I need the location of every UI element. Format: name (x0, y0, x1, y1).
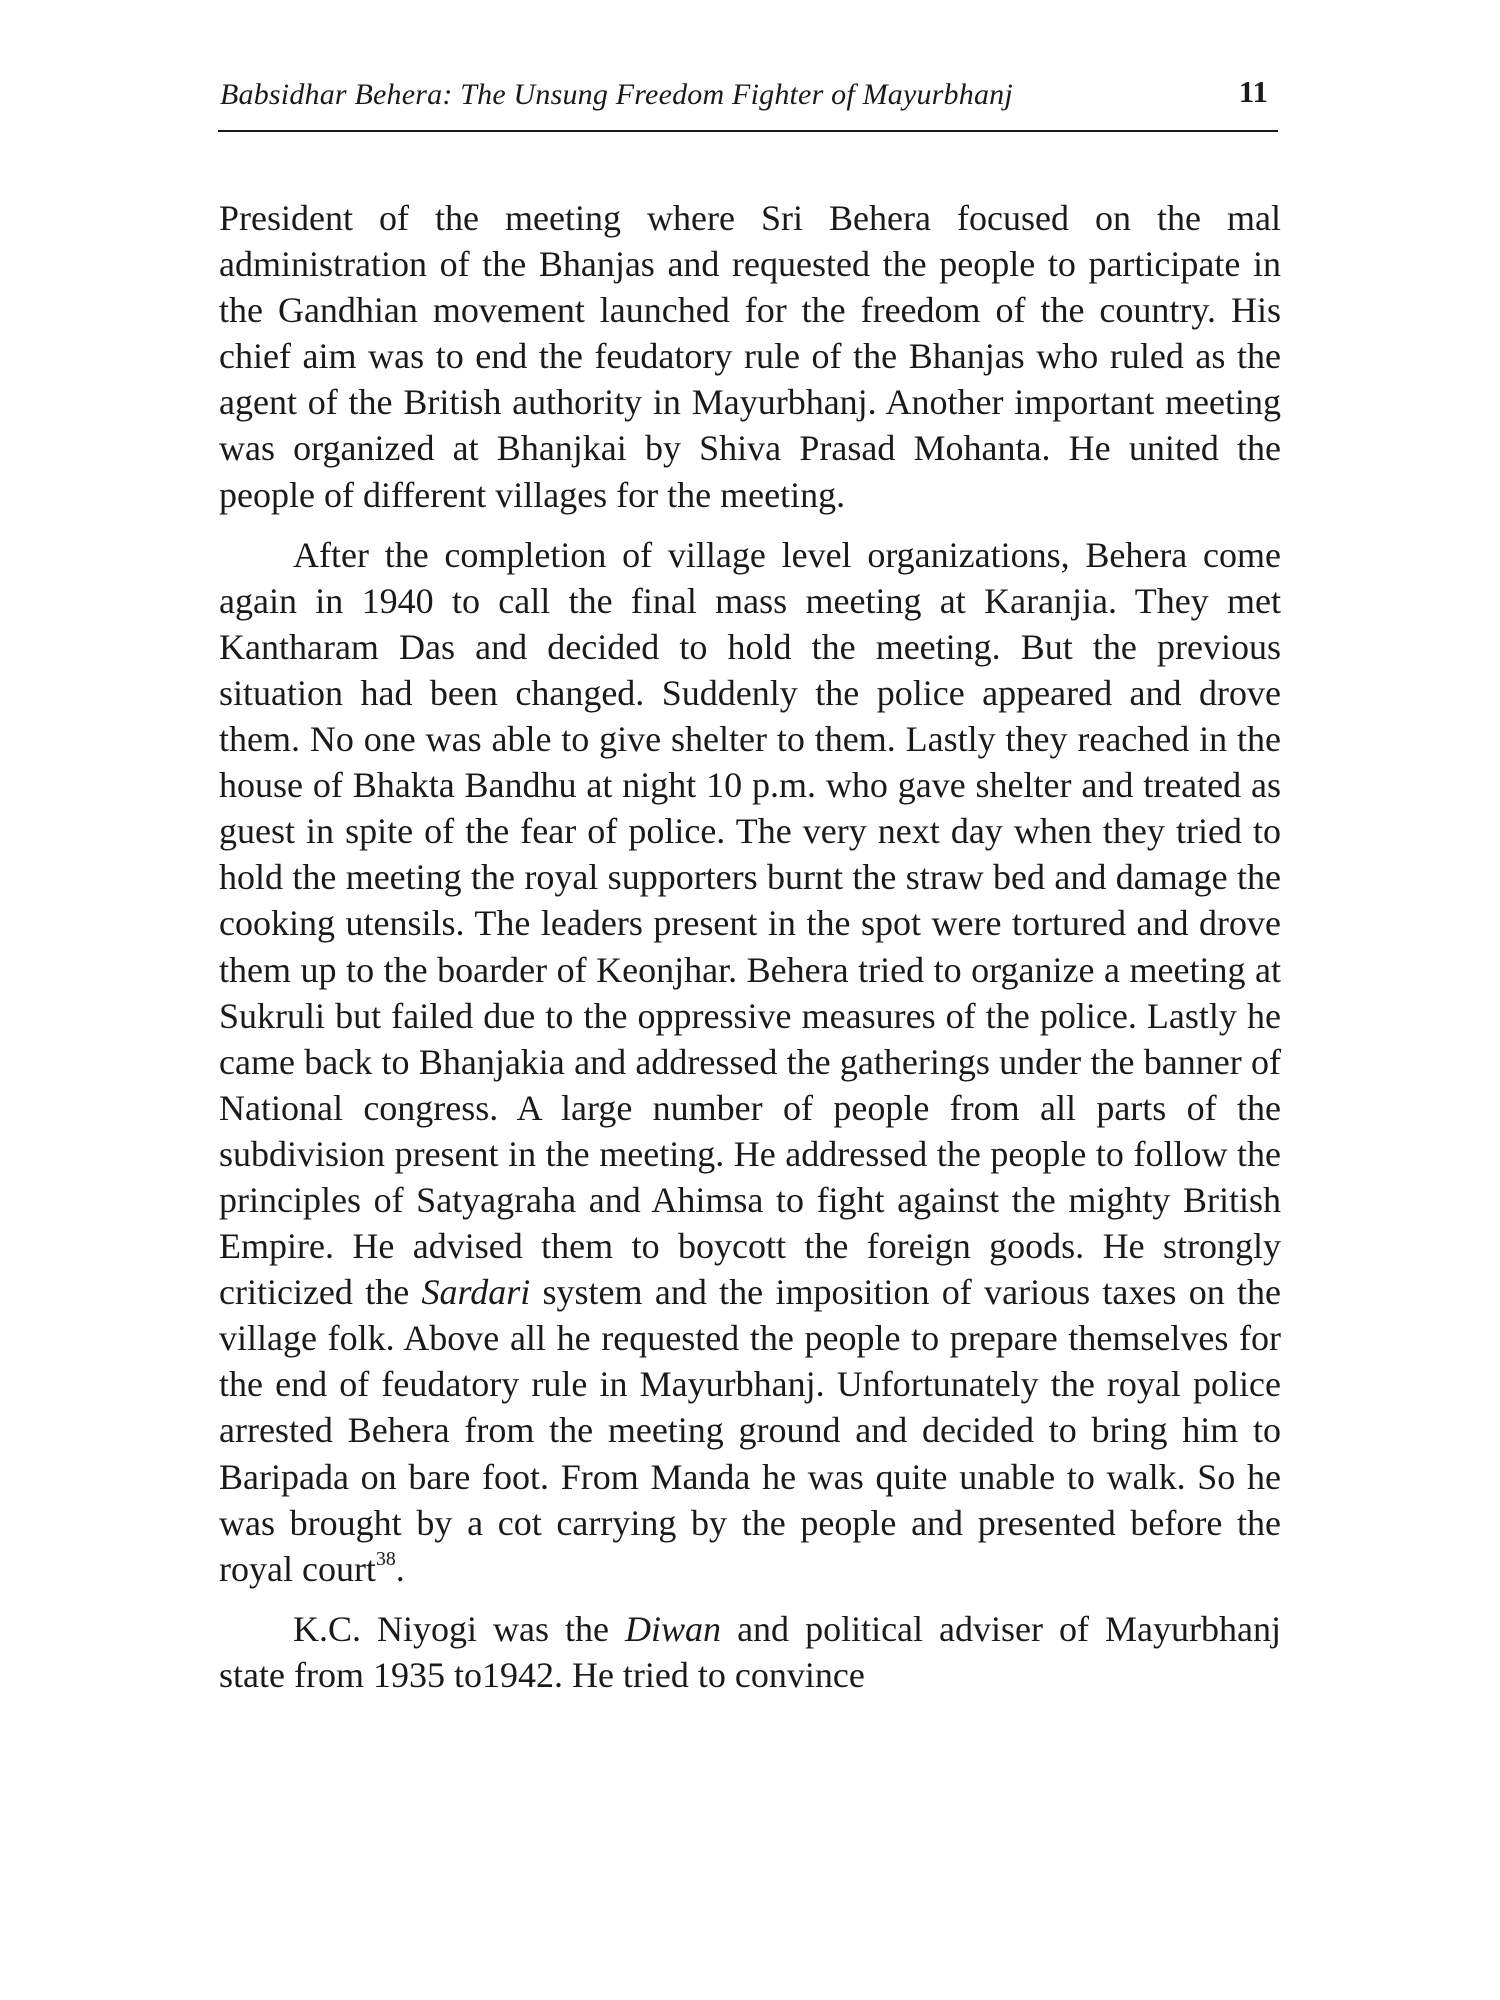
footnote-reference: 38 (375, 1547, 396, 1570)
header-rule (218, 130, 1278, 132)
paragraph-2-text-part-3: . (395, 1548, 405, 1589)
paragraph-2 (219, 532, 1281, 1592)
paragraph-3-text-part-2: and political adviser of Mayurbhanj state from 1935 to1942. He tried to convince (219, 1608, 1281, 1695)
paragraph-3 (219, 1606, 1281, 1698)
italic-term-sardari: Sardari (421, 1272, 531, 1313)
page-number: 11 (1238, 74, 1268, 109)
paragraph-1-text: President of the meeting where Sri Behera focused on the mal administration of the Bhanjas and requested the people to participate in the Gandhian movement launched for the freedom of the country. His chief aim was to end the feudatory rule of the Bhanjas who ruled as the agent of the British authority in Mayurbhanj. Another important meeting was organized at Bhanjkai by Shiva Prasad Mohanta. He united the people of different villages for the meeting. (219, 198, 1281, 515)
paragraph-2-text-part-2: system and the imposition of various taxes on the village folk. Above all he requested the people to prepare themselves for the end of feudatory rule in Mayurbhanj. Unfortunately the royal police arrested Behera from the meeting ground and decided to bring him to Baripada on bare foot. From Manda he was quite unable to walk. So he was brought by a cot carrying by the people and presented before the royal court (219, 1272, 1281, 1589)
body-text (219, 195, 1281, 1698)
paragraph-2-text-part-1: After the completion of village level organizations, Behera come again in 1940 to call the final mass meeting at Karanjia. They met Kantharam Das and decided to hold the meeting. But the previous situation had been changed. Suddenly the police appeared and drove them. No one was able to give shelter to them. Lastly they reached in the house of Bhakta Bandhu at night 10 p.m. who gave shelter and treated as guest in spite of the fear of police. The very next day when they tried to hold the meeting the royal supporters burnt the straw bed and damage the cooking utensils. The leaders present in the spot were tortured and drove them up to the boarder of Keonjhar. Behera tried to organize a meeting at Sukruli but failed due to the oppressive measures of the police. Lastly he came back to Bhanjakia and addressed the gatherings under the banner of National congress. A large number of people from all parts of the subdivision present in the meeting. He addressed the people to follow the principles of Satyagraha and Ahimsa to fight against the mighty British Empire. He advised them to boycott the foreign goods. He strongly criticized the (219, 534, 1281, 1313)
paragraph-1 (219, 195, 1281, 518)
running-header (218, 70, 1278, 120)
italic-term-diwan: Diwan (625, 1608, 722, 1649)
paragraph-3-text-part-1: K.C. Niyogi was the (293, 1608, 626, 1649)
running-title: Babsidhar Behera: The Unsung Freedom Fighter of Mayurbhanj (220, 78, 1013, 111)
